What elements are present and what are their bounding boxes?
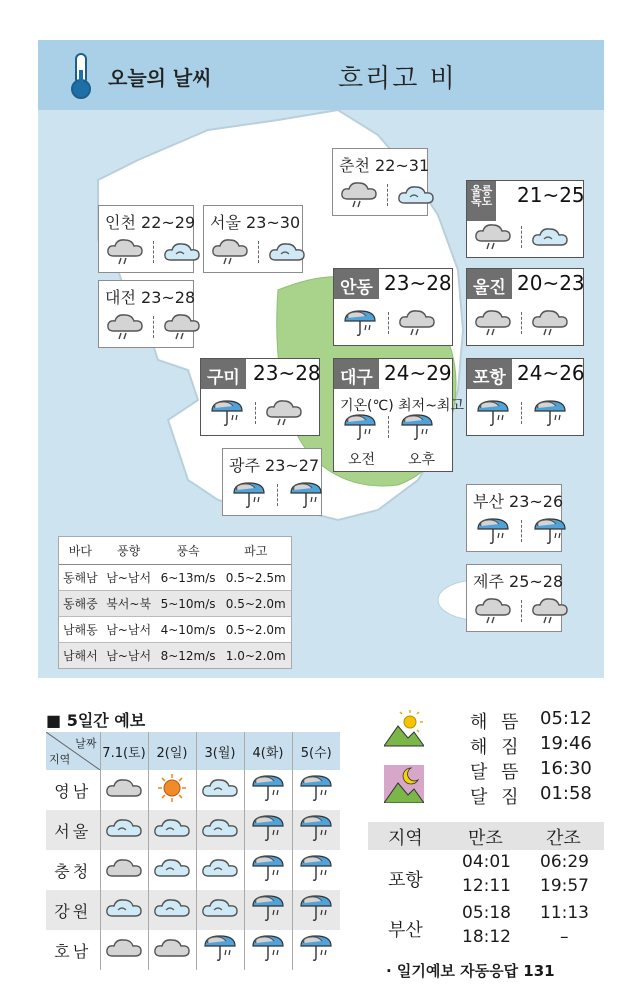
map-title: 오늘의 날씨 <box>108 66 212 90</box>
umbrella-rain-icon <box>248 854 288 882</box>
forecast-row <box>46 850 340 890</box>
partly-cloudy-icon <box>200 894 240 922</box>
cloud-rain-icon <box>530 309 570 337</box>
tide-header: 지역 <box>388 828 423 849</box>
sea-header: 풍향 <box>102 537 156 565</box>
map-header <box>38 40 604 110</box>
sunset-time: 19:46 <box>540 733 592 754</box>
city-temp: 21~25 <box>517 183 585 207</box>
umbrella-rain-icon <box>530 399 570 427</box>
partly-cloudy-icon <box>152 814 192 842</box>
sunset-label: 해 짐 <box>470 737 523 758</box>
table-row: 남해서 남~남서 8~12m/s 1.0~2.0m <box>59 643 291 669</box>
umbrella-rain-icon <box>340 413 380 441</box>
city-temp: 20~23 <box>517 271 585 295</box>
cloud-rain-icon <box>473 223 513 251</box>
sun-icon <box>152 774 192 802</box>
cloud-rain-icon <box>473 309 513 337</box>
cloud-rain-icon <box>530 597 570 625</box>
city-gumi <box>200 358 320 436</box>
partly-cloudy-icon <box>200 774 240 802</box>
table-row: 동해중 북서~북 5~10m/s 0.5~2.0m <box>59 591 291 617</box>
forecast-date: 2(일) <box>148 732 196 770</box>
tide-high: 04:01 <box>462 852 511 872</box>
cloud-icon <box>104 934 144 962</box>
thermometer-icon <box>68 52 94 100</box>
tide-low: 06:29 <box>540 852 589 872</box>
tide-low: 19:57 <box>540 876 589 896</box>
forecast-date: 5(수) <box>292 732 340 770</box>
city-seoul <box>203 205 303 273</box>
moonset-label: 달 짐 <box>470 787 523 808</box>
umbrella-rain-icon <box>473 399 513 427</box>
umbrella-rain-icon <box>248 934 288 962</box>
city-name: 구미 <box>201 359 246 389</box>
umbrella-rain-icon <box>248 774 288 802</box>
umbrella-rain-icon <box>530 517 570 545</box>
partly-cloudy-icon <box>267 238 307 266</box>
sea-header: 파고 <box>221 537 291 565</box>
sea-conditions-table <box>58 536 292 669</box>
partly-cloudy-icon <box>200 814 240 842</box>
cloud-rain-icon <box>162 313 202 341</box>
forecast-row <box>46 930 340 970</box>
cloud-rain-icon <box>210 238 250 266</box>
city-temp: 23~28 <box>253 361 321 385</box>
cloud-rain-icon <box>264 399 304 427</box>
umbrella-rain-icon <box>296 894 336 922</box>
umbrella-rain-icon <box>248 894 288 922</box>
partly-cloudy-rain-icon <box>396 181 436 209</box>
forecast-row <box>46 770 340 810</box>
region-label: 서울 <box>46 810 100 850</box>
city-ulleung <box>466 180 584 258</box>
partly-cloudy-icon <box>162 238 202 266</box>
city-name: 제주 <box>473 572 504 591</box>
tide-high: 18:12 <box>462 927 511 947</box>
city-name: 울진 <box>467 269 512 299</box>
tide-header: 간조 <box>546 828 581 849</box>
cloud-rain-icon <box>105 238 145 266</box>
sunrise-icon <box>384 710 424 748</box>
forecast-row <box>46 890 340 930</box>
forecast-row <box>46 810 340 850</box>
moonrise-time: 16:30 <box>540 758 592 779</box>
table-row: 동해남 남~남서 6~13m/s 0.5~2.5m <box>59 565 291 591</box>
partly-cloudy-icon <box>200 854 240 882</box>
city-jeju <box>466 564 562 632</box>
cloud-rain-icon <box>397 309 437 337</box>
tide-high: 05:18 <box>462 903 511 923</box>
city-name: 포항 <box>467 359 512 389</box>
city-name: 인천 <box>105 213 136 232</box>
city-name: 춘천 <box>339 156 370 175</box>
city-incheon <box>98 205 194 273</box>
umbrella-rain-icon <box>296 934 336 962</box>
city-busan <box>466 484 562 552</box>
tide-high: 12:11 <box>462 876 511 896</box>
umbrella-rain-icon <box>229 481 269 509</box>
region-label: 강원 <box>46 890 100 930</box>
umbrella-rain-icon <box>200 934 240 962</box>
forecast-corner: 날짜 지역 <box>46 732 100 770</box>
region-label: 영남 <box>54 781 92 801</box>
umbrella-rain-icon <box>296 854 336 882</box>
city-temp: 22~31 <box>375 156 430 175</box>
cloud-rain-icon <box>339 181 379 209</box>
umbrella-rain-icon <box>207 399 247 427</box>
city-name: 울릉 독도 <box>467 181 496 221</box>
city-name: 대구 <box>334 359 379 389</box>
sea-header: 바다 <box>59 537 102 565</box>
phone-service-note: · 일기예보 자동응답 131 <box>386 962 555 980</box>
table-row: 남해동 남~남서 4~10m/s 0.5~2.0m <box>59 617 291 643</box>
umbrella-rain-icon <box>248 814 288 842</box>
city-temp: 24~26 <box>517 361 585 385</box>
city-name: 부산 <box>473 492 504 511</box>
city-name: 안동 <box>334 269 379 299</box>
city-name: 서울 <box>210 213 241 232</box>
tide-low: 11:13 <box>540 903 589 923</box>
city-name: 광주 <box>229 456 260 475</box>
city-temp: 25~28 <box>509 572 564 591</box>
cloud-icon <box>104 854 144 882</box>
moonrise-icon <box>384 765 424 803</box>
tide-region: 부산 <box>388 920 423 941</box>
temp-caption: 기온(℃) 최저~최고 <box>340 398 464 414</box>
partly-cloudy-icon <box>104 814 144 842</box>
moonset-time: 01:58 <box>540 783 592 804</box>
city-daejeon <box>98 280 194 348</box>
partly-cloudy-icon <box>104 894 144 922</box>
sunrise-time: 05:12 <box>540 708 592 729</box>
city-daegu <box>333 358 464 472</box>
city-temp: 23~28 <box>141 288 196 307</box>
umbrella-rain-icon <box>296 774 336 802</box>
umbrella-rain-icon <box>340 309 380 337</box>
partly-cloudy-icon <box>152 894 192 922</box>
region-label: 충청 <box>54 861 92 881</box>
city-pohang <box>466 358 584 436</box>
city-temp: 24~29 <box>384 361 452 385</box>
pm-label: 오후 <box>408 452 436 468</box>
tide-header: 만조 <box>468 828 503 849</box>
umbrella-rain-icon <box>286 481 326 509</box>
cloud-rain-icon <box>473 597 513 625</box>
cloud-rain-icon <box>105 313 145 341</box>
city-andong <box>333 268 453 346</box>
city-temp: 23~30 <box>246 213 301 232</box>
forecast-date: 3(월) <box>196 732 244 770</box>
cloud-icon <box>152 934 192 962</box>
city-name: 대전 <box>105 288 136 307</box>
moonrise-label: 달 뜸 <box>470 762 523 783</box>
weather-condition: 흐리고 비 <box>338 64 457 94</box>
forecast-title: ■ 5일간 예보 <box>46 711 146 730</box>
forecast-date: 4(화) <box>244 732 292 770</box>
city-uljin <box>466 268 584 346</box>
forecast-table <box>46 732 340 970</box>
city-temp: 23~27 <box>265 456 320 475</box>
city-gwangju <box>222 448 322 516</box>
tide-low: – <box>560 927 569 947</box>
region-label: 호남 <box>54 941 92 961</box>
am-label: 오전 <box>348 452 376 468</box>
tide-region: 포항 <box>388 870 423 891</box>
umbrella-rain-icon <box>473 517 513 545</box>
sunrise-label: 해 뜸 <box>470 712 523 733</box>
city-temp: 23~28 <box>384 271 452 295</box>
city-chuncheon <box>332 148 428 216</box>
forecast-date: 7.1(토) <box>100 732 148 770</box>
partly-cloudy-icon <box>530 223 570 251</box>
umbrella-rain-icon <box>296 814 336 842</box>
sea-header: 풍속 <box>156 537 221 565</box>
cloud-icon <box>104 774 144 802</box>
city-temp: 22~29 <box>141 213 196 232</box>
umbrella-rain-icon <box>397 413 437 441</box>
city-temp: 23~26 <box>509 492 564 511</box>
partly-cloudy-icon <box>152 854 192 882</box>
